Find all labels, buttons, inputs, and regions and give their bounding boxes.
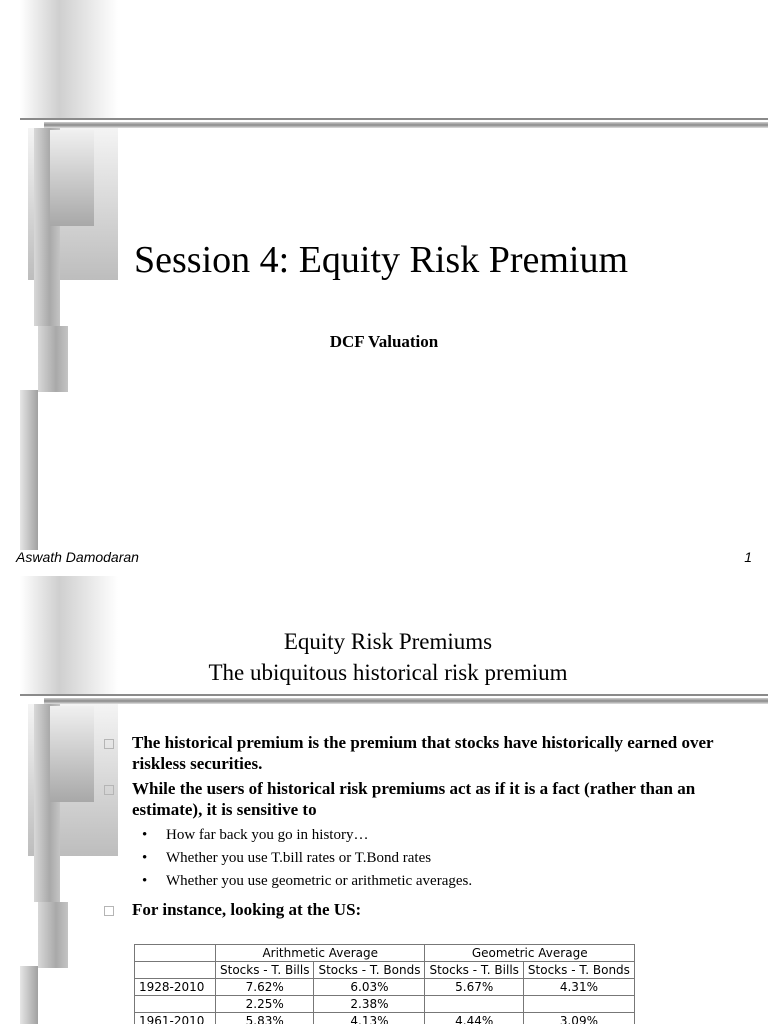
table-cell: 2.38% bbox=[314, 996, 425, 1013]
bullet-box-icon bbox=[104, 785, 114, 795]
table-cell bbox=[135, 996, 216, 1013]
table-cell: 4.44% bbox=[425, 1013, 523, 1024]
table-row bbox=[135, 996, 635, 1013]
footer-author: Aswath Damodaran bbox=[16, 549, 139, 565]
bullet-list bbox=[104, 732, 744, 924]
page-number: 1 bbox=[744, 549, 752, 565]
table-cell: 1928-2010 bbox=[135, 979, 216, 996]
table-row bbox=[135, 1013, 635, 1024]
sub-bullet-item bbox=[104, 824, 744, 847]
sub-bullet-text: Whether you use T.bill rates or T.Bond rates bbox=[166, 850, 432, 866]
table-cell: 2.25% bbox=[216, 996, 314, 1013]
table-cell bbox=[523, 996, 634, 1013]
table-cell: 7.62% bbox=[216, 979, 314, 996]
bullet-item bbox=[104, 899, 744, 920]
bullet-text: For instance, looking at the US: bbox=[132, 900, 362, 919]
table-group-header-row bbox=[135, 945, 635, 962]
bullet-box-icon bbox=[104, 906, 114, 916]
title-line-1: Equity Risk Premiums bbox=[283, 629, 493, 654]
table-cell: 5.83% bbox=[216, 1013, 314, 1024]
bullet-dot-icon: • bbox=[142, 827, 148, 843]
deco-bar bbox=[20, 390, 38, 550]
bullet-text: While the users of historical risk premiums act as if it is a fact (rather than an estimate), it is sensitive to bbox=[132, 779, 696, 819]
table-corner-cell bbox=[135, 962, 216, 979]
table-cell: 5.67% bbox=[425, 979, 523, 996]
title-line-2: The ubiquitous historical risk premium bbox=[208, 660, 568, 685]
slide-subtitle: DCF Valuation bbox=[329, 332, 439, 351]
bullet-item bbox=[104, 732, 744, 774]
table-corner-cell bbox=[135, 945, 216, 962]
table-cell: 4.31% bbox=[523, 979, 634, 996]
deco-bar bbox=[38, 902, 68, 968]
table-column-header: Stocks - T. Bills bbox=[425, 962, 523, 979]
divider-line bbox=[20, 118, 768, 120]
bullet-dot-icon: • bbox=[142, 850, 148, 866]
table-group-header: Arithmetic Average bbox=[216, 945, 425, 962]
divider-line bbox=[20, 694, 768, 696]
table-column-header-row bbox=[135, 962, 635, 979]
sub-bullet-item bbox=[104, 847, 744, 870]
divider-line bbox=[44, 122, 768, 128]
deco-bar bbox=[20, 576, 118, 694]
table-cell: 1961-2010 bbox=[135, 1013, 216, 1024]
bullet-box-icon bbox=[104, 739, 114, 749]
table-group-header: Geometric Average bbox=[425, 945, 634, 962]
deco-bar bbox=[50, 130, 94, 226]
table-cell: 6.03% bbox=[314, 979, 425, 996]
table-column-header: Stocks - T. Bills bbox=[216, 962, 314, 979]
sub-bullet-item bbox=[104, 870, 744, 893]
deco-bar bbox=[20, 0, 118, 118]
table-row bbox=[135, 979, 635, 996]
deco-bar bbox=[20, 966, 38, 1024]
table-cell: 4.13% bbox=[314, 1013, 425, 1024]
table-column-header: Stocks - T. Bonds bbox=[523, 962, 634, 979]
bullet-dot-icon: • bbox=[142, 873, 148, 889]
risk-premium-table bbox=[134, 944, 635, 1024]
slide-title bbox=[120, 626, 656, 688]
divider-line bbox=[44, 698, 768, 704]
slide-title: Session 4: Equity Risk Premium bbox=[134, 239, 629, 281]
sub-bullet-text: Whether you use geometric or arithmetic averages. bbox=[166, 873, 473, 889]
deco-bar bbox=[50, 706, 94, 802]
table-column-header: Stocks - T. Bonds bbox=[314, 962, 425, 979]
sub-bullet-text: How far back you go in history… bbox=[166, 827, 369, 843]
bullet-text: The historical premium is the premium that stocks have historically earned over riskless securities. bbox=[132, 733, 714, 773]
bullet-item bbox=[104, 778, 744, 820]
table-cell: 3.09% bbox=[523, 1013, 634, 1024]
table-cell bbox=[425, 996, 523, 1013]
content-slide bbox=[0, 576, 768, 1024]
